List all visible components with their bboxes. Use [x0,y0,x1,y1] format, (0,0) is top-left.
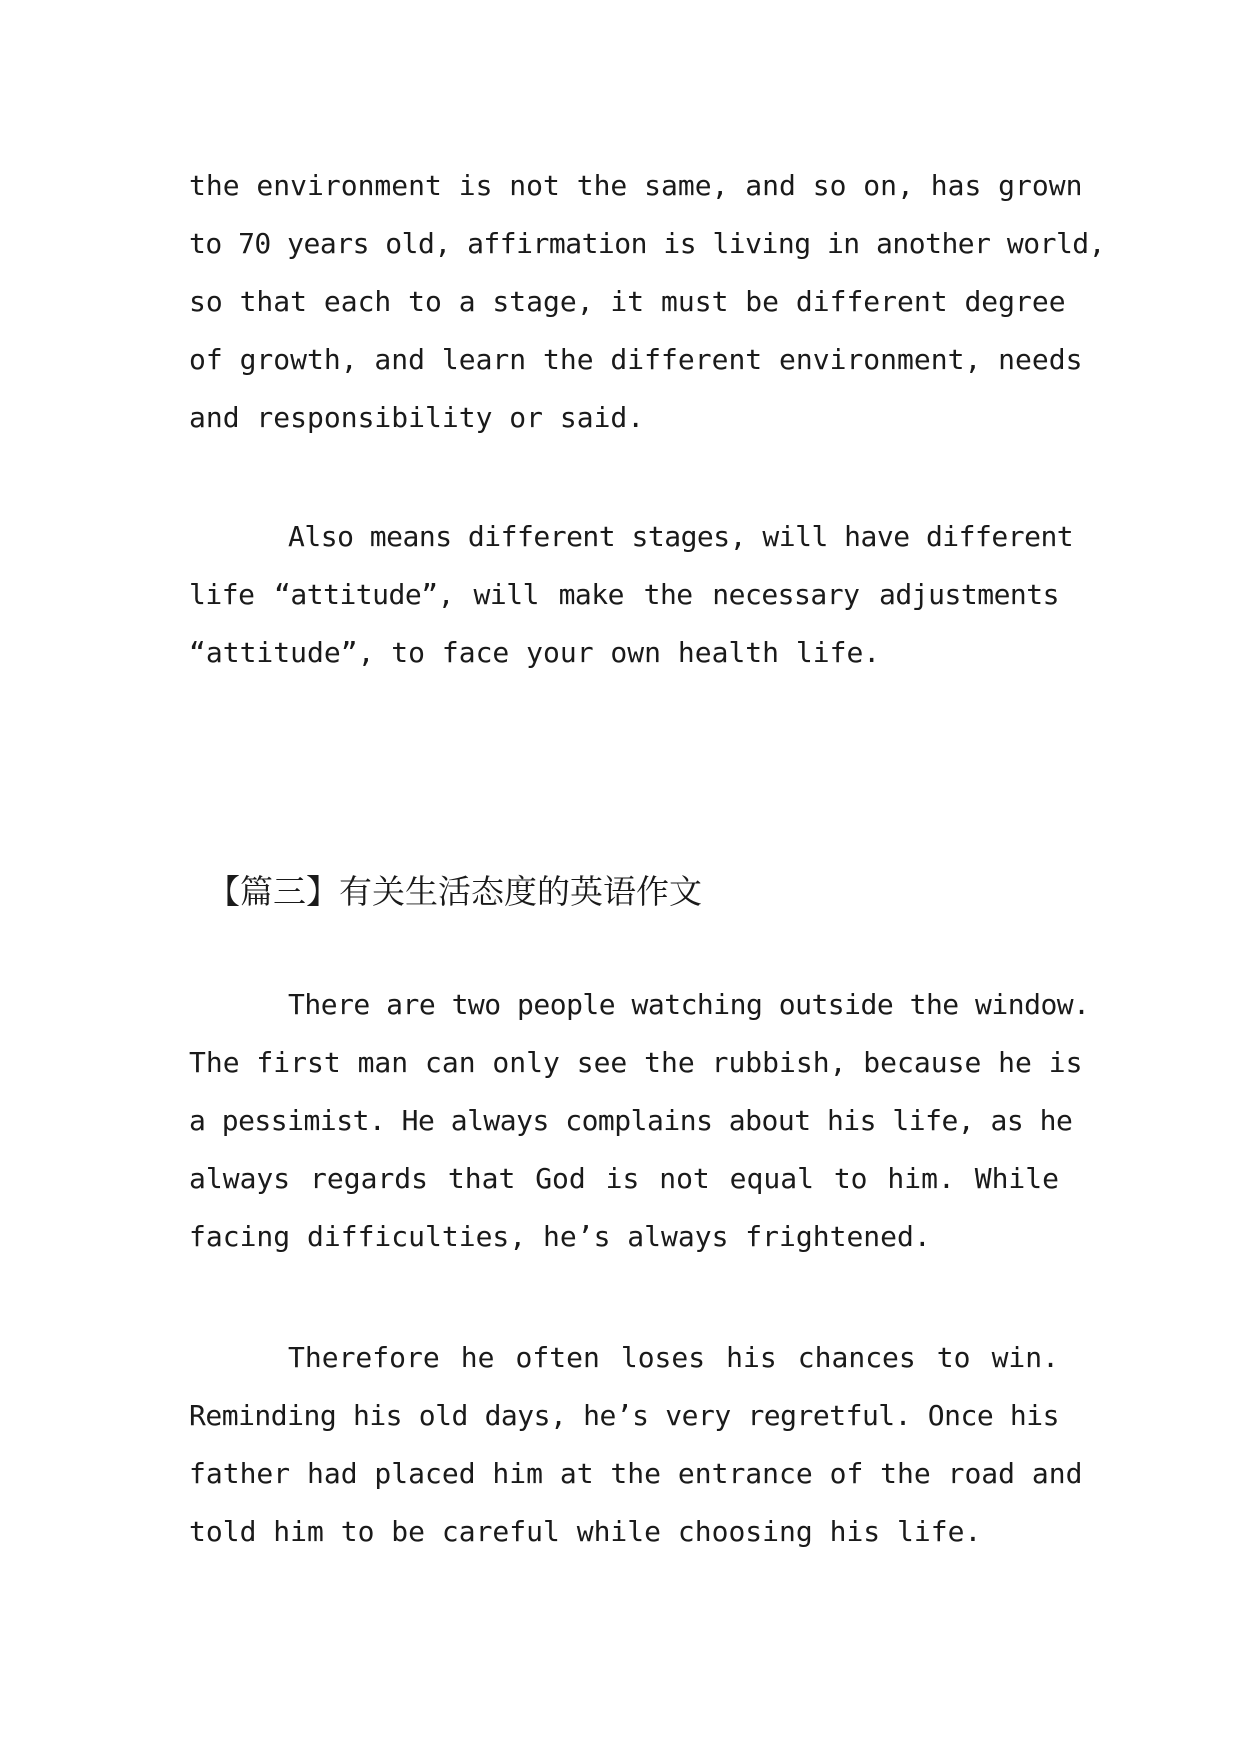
text-line: “attitude”, to face your own health life. [189,636,881,669]
text-line: Therefore he often loses his chances to win. [288,1341,1059,1374]
text-line: the environment is not the same, and so on, has grown [189,169,1083,202]
text-line: a pessimist. He always complains about his life, as he [189,1104,1073,1137]
text-line: Also means different stages, will have different [288,520,1074,553]
text-line: The first man can only see the rubbish, because he is [189,1046,1083,1079]
text-line: Reminding his old days, he’s very regretful. Once his [189,1399,1059,1432]
paragraph-environment-growth [189,157,1106,447]
text-line: life “attitude”, will make the necessary adjustments [189,578,1059,611]
text-line: to 70 years old, affirmation is living in another world, [189,227,1106,260]
text-line: told him to be careful while choosing his life. [189,1515,982,1548]
paragraph-attitude-stages [189,508,1074,682]
text-line: so that each to a stage, it must be different degree [189,285,1066,318]
paragraph-two-people-window [189,976,1090,1266]
text-line: of growth, and learn the different environment, needs [189,343,1083,376]
text-line: always regards that God is not equal to him. While [189,1162,1059,1195]
section-heading: 【篇三】有关生活态度的英语作文 [207,872,702,911]
paragraph-chances-to-win [189,1329,1083,1561]
text-line: facing difficulties, he’s always frightened. [189,1220,931,1253]
text-line: and responsibility or said. [189,401,645,434]
text-line: father had placed him at the entrance of the road and [189,1457,1083,1490]
text-line: There are two people watching outside the window. [288,988,1090,1021]
